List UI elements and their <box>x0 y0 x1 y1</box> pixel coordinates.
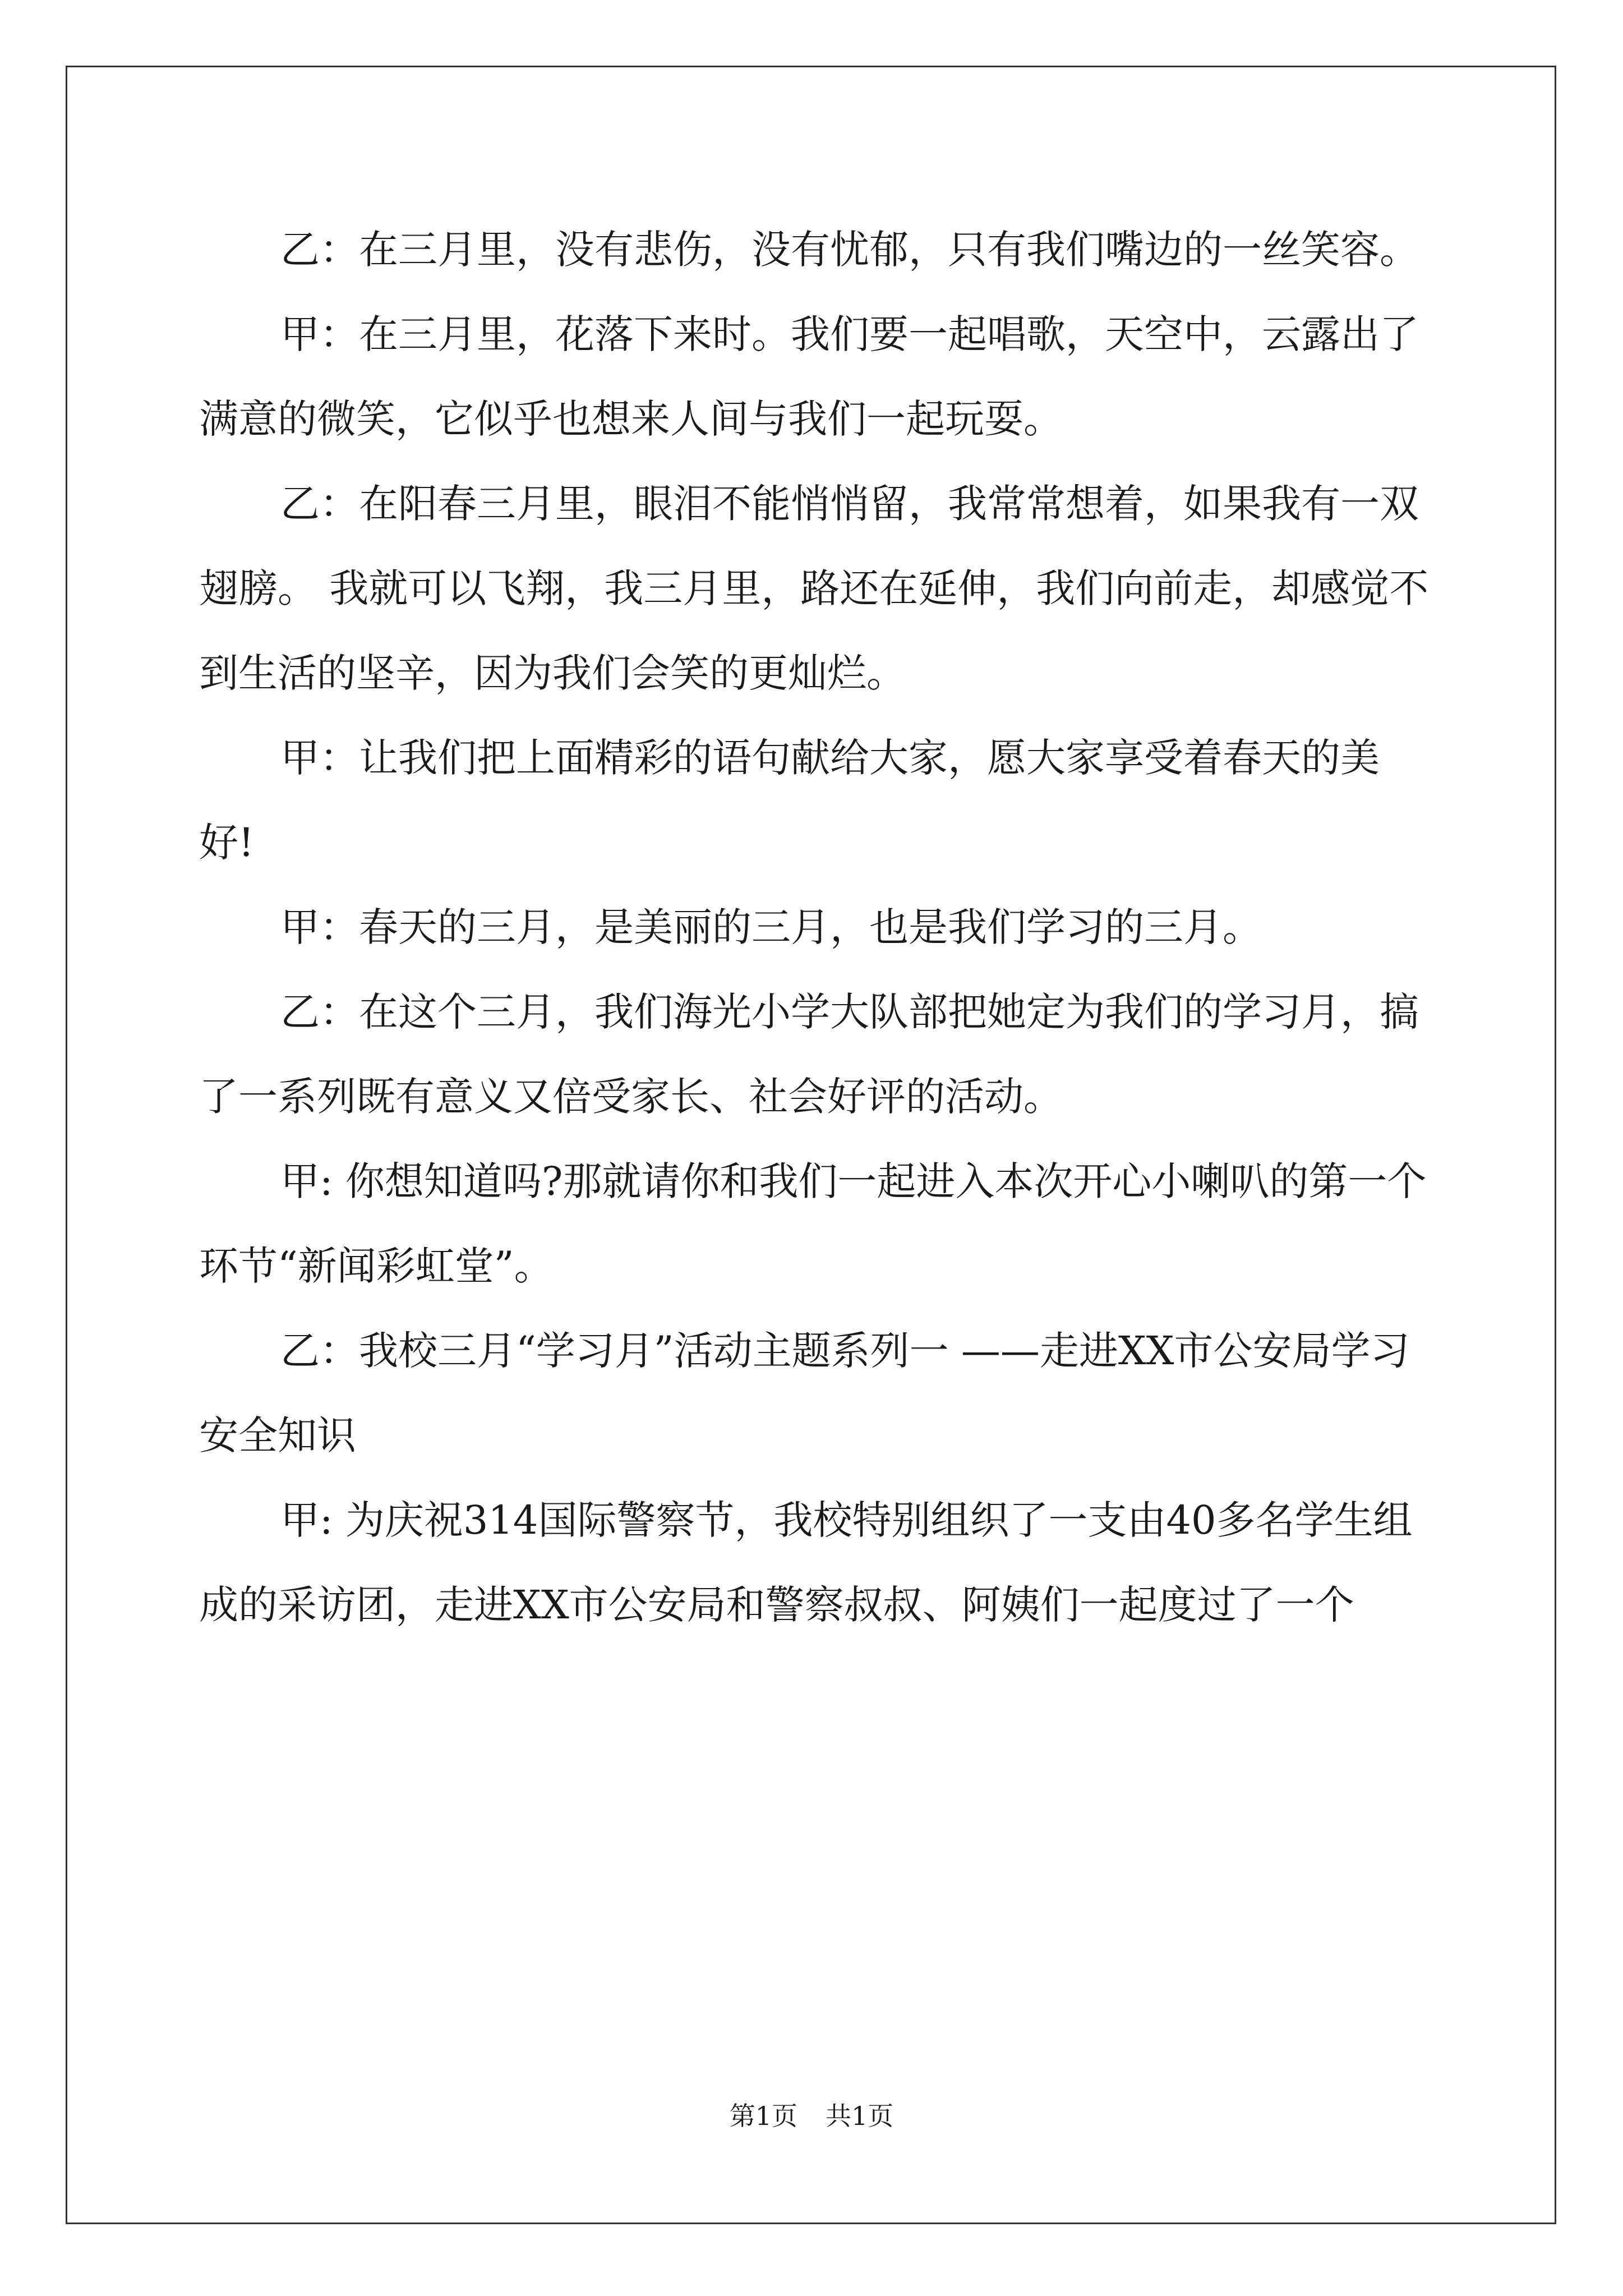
paragraph: 甲: 你想知道吗?那就请你和我们一起进入本次开心小喇叭的第一个环节“新闻彩虹堂”。 <box>199 1158 1427 1289</box>
page-total: 共1页 <box>826 2101 894 2131</box>
paragraph: 乙：我校三月“学习月”活动主题系列一 ——走进XX市公安局学习安全知识 <box>199 1328 1410 1458</box>
paragraph: 甲：春天的三月，是美丽的三月，也是我们学习的三月。 <box>280 904 1262 950</box>
paragraph: 乙：在阳春三月里，眼泪不能悄悄留，我常常想着，如果我有一双翅膀。 我就可以飞翔，我三月里，路还在延伸，我们向前走，却感觉不到生活的坚辛，因为我们会笑的更灿烂。 <box>199 481 1429 696</box>
document-body <box>199 208 1433 1648</box>
page-number: 第1页 <box>729 2101 797 2131</box>
paragraph: 乙：在三月里，没有悲伤，没有忧郁，只有我们嘴边的一丝笑容。 <box>280 227 1419 273</box>
paragraph: 甲：让我们把上面精彩的语句献给大家，愿大家享受着春天的美好! <box>199 735 1380 866</box>
paragraph: 乙：在这个三月，我们海光小学大队部把她定为我们的学习月，搞了一系列既有意义又倍受家长、社会好评的活动。 <box>199 989 1419 1120</box>
paragraph: 甲: 为庆祝314国际警察节，我校特别组织了一支由40多名学生组成的采访团，走进XX市公安局和警察叔叔、阿姨们一起度过了一个 <box>199 1497 1413 1628</box>
paragraph: 甲：在三月里，花落下来时。我们要一起唱歌，天空中，云露出了满意的微笑，它似乎也想来人间与我们一起玩耍。 <box>199 311 1419 442</box>
page-footer <box>0 2099 1623 2133</box>
